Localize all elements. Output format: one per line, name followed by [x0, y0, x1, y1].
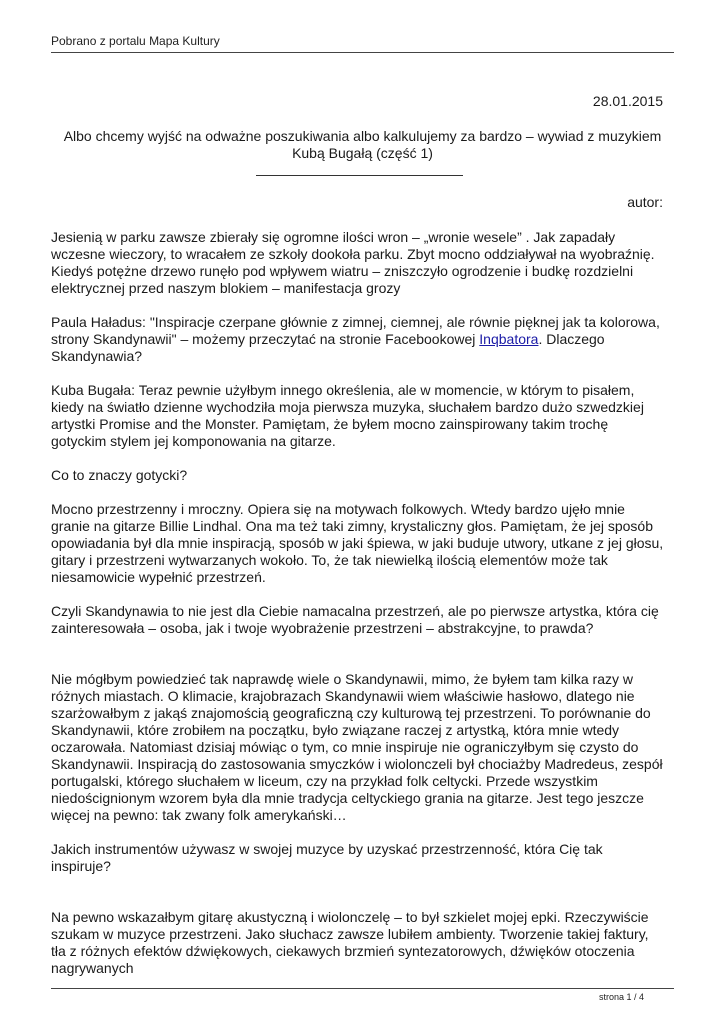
question-text-end: . Dlaczego Skandynawia?	[51, 331, 605, 364]
paragraph-answer-2: Mocno przestrzenny i mroczny. Opiera się na motywach folkowych. Wtedy bardzo ujęło mnie granie na gitarze Billie Lindhal. Ona ma też taki zimny, krystaliczny głos. Pamiętam, że jej sposób opowiadania był dla mnie inspiracją, sposób w jaki śpiewa, w jaki buduje utwory, utkane z jej głosu, gitary i przestrzeni wytwarzanych wokoło. To, że tak niewielką ilością elementów może tak niesamowicie wypełnić przestrzeń.	[51, 501, 664, 585]
author-label: autor:	[627, 194, 663, 210]
header-divider	[51, 52, 674, 53]
paragraph-answer-1: Kuba Bugała: Teraz pewnie użyłbym innego określenia, ale w momencie, w którym to pisałem, kiedy na światło dzienne wychodziła moja pierwsza muzyka, słuchałem bardzo dużo szwedzkiej artystki Promise and the Monster. Pamiętam, że byłem mocno zainspirowany takim trochę gotyckim stylem jej komponowania na gitarze.	[51, 382, 644, 449]
paragraph-answer-3: Nie mógłbym powiedzieć tak naprawdę wiele o Skandynawii, mimo, że byłem tam kilka razy w różnych miastach. O klimacie, krajobrazach Skandynawii wiem właściwie hasłowo, dlatego nie szarżowałbym z jakąś znajomością geograficzną czy kulturową tej przestrzeni. To porównanie do Skandynawii, które zrobiłem na początku, było związane raczej z artystką, która mnie wtedy oczarowała. Natomiast dzisiaj mówiąc o tym, co mnie inspiruje nie ograniczyłbym się czysto do Skandynawii. Inspiracją do zastosowania smyczków i wiolonczeli był chociażby Madredeus, zespół portugalski, którego słuchałem w liceum, czy na przykład folk celtycki. Przede wszystkim niedoścignionym wzorem była dla mnie tradycja celtyckiego grania na gitarze. Jest tego jeszcze więcej na pewno: tak zwany folk amerykański…	[51, 671, 663, 823]
paragraph-question-1	[51, 314, 665, 365]
title-divider	[256, 175, 463, 176]
page-number: strona 1 / 4	[598, 992, 644, 1002]
article-body	[51, 229, 665, 977]
question-text: Paula Haładus: "Inspiracje czerpane głównie z zimnej, ciemnej, ale równie pięknej jak ta kolorowa, strony Skandynawii" – możemy przeczytać na stronie Facebookowej	[51, 314, 660, 347]
paragraph-question-2: Co to znaczy gotycki?	[51, 467, 188, 483]
article-date: 28.01.2015	[592, 93, 663, 109]
page-header-source: Pobrano z portalu Mapa Kultury	[51, 34, 220, 48]
paragraph-intro: Jesienią w parku zawsze zbierały się ogromne ilości wron – „wronie wesele” . Jak zapadały wczesne wieczory, to wracałem ze szkoły dookoła parku. Zbyt mocno oddziaływał na wyobraźnię. Kiedyś potężne drzewo runęło pod wpływem wiatru – zniszczyło ogrodzenie i budkę rozdzielni elektrycznej przed naszym blokiem – manifestacja grozy	[51, 229, 655, 296]
paragraph-question-4: Jakich instrumentów używasz w swojej muzyce by uzyskać przestrzenność, która Cię tak inspiruje?	[51, 841, 603, 874]
footer-divider	[51, 988, 674, 989]
paragraph-question-3: Czyli Skandynawia to nie jest dla Ciebie namacalna przestrzeń, ale po pierwsze artystka, która cię zainteresowała – osoba, jak i twoje wyobrażenie przestrzeni – abstrakcyjne, to prawda?	[51, 603, 659, 636]
article-title: Albo chcemy wyjść na odważne poszukiwania albo kalkulujemy za bardzo – wywiad z muzykiem Kubą Bugałą (część 1)	[63, 128, 662, 161]
paragraph-answer-4: Na pewno wskazałbym gitarę akustyczną i wiolonczelę – to był szkielet mojej epki. Rzeczywiście szukam w muzyce przestrzeni. Jako słuchacz zawsze lubiłem ambienty. Tworzenie takiej faktury, tła z różnych efektów dźwiękowych, ciekawych brzmień syntezatorowych, dźwięków otoczenia nagrywanych	[51, 909, 649, 976]
inqbator-link[interactable]: Inqbatora	[479, 331, 539, 347]
